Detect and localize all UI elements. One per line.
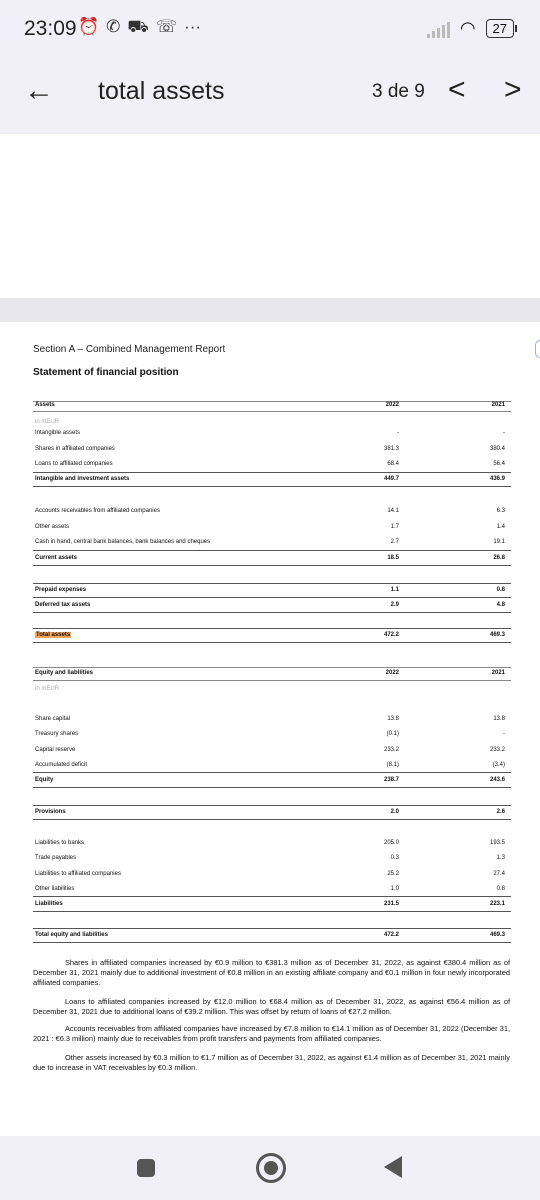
wifi-icon: ◠: [459, 18, 476, 38]
unit-label: in mEUR: [35, 686, 60, 692]
car-icon: ⛟: [127, 17, 149, 36]
more-icon: ···: [184, 17, 202, 36]
section-heading: Section A – Combined Management Report: [33, 344, 226, 355]
missed-call-icon: ☏: [155, 17, 178, 36]
paragraph: Shares in affiliated companies increased by €0.9 million to €381.3 million as of December 31, 2022, as against €380.4 million as of December 31, 2021 mainly due to additional investment of €0.8 million in an existing affiliate company and €0.1 million in four newly incorporated affiliated companies.: [33, 958, 510, 987]
scroll-handle[interactable]: [535, 340, 540, 358]
whatsapp-icon: ✆: [106, 17, 121, 36]
next-match-button[interactable]: >: [504, 73, 522, 106]
statement-title: Statement of financial position: [33, 367, 179, 378]
notification-icons: [78, 17, 201, 39]
recents-button[interactable]: [137, 1159, 155, 1177]
document-page-previous: [0, 134, 540, 298]
system-nav-bar: [0, 1136, 540, 1200]
status-bar: [0, 0, 540, 60]
year-2022: 2022: [385, 402, 399, 408]
unit-label: in mEUR: [35, 419, 60, 425]
app-bar: [0, 60, 540, 134]
status-time: 23:09: [24, 17, 77, 40]
match-counter: 3 de 9: [372, 81, 425, 102]
previous-match-button[interactable]: <: [448, 73, 466, 106]
back-button[interactable]: [384, 1156, 402, 1178]
paragraph: Other assets increased by €0.3 million to €1.7 million as of December 31, 2022, as against €1.4 million as of December 31, 2021 mainly due to increase in VAT receivables by €0.3 million.: [33, 1053, 510, 1072]
search-title: total assets: [98, 77, 225, 105]
paragraph: Accounts receivables from affiliated companies have increased by €7.8 million to €14.1 million as of December 31, 2022 (December 31, 2021 : €6.3 million) mainly due to receivables from profit transfers and payments from affiliated companies.: [33, 1024, 510, 1043]
battery-icon: 27: [486, 19, 514, 38]
search-highlight: Total assets: [36, 632, 71, 638]
year-2021: 2021: [491, 402, 505, 408]
home-button[interactable]: [256, 1153, 286, 1183]
assets-header-label: Assets: [35, 402, 55, 408]
paragraph: Loans to affiliated companies increased by €12.0 million to €68.4 million as of December 31, 2022, as against €56.4 million as of December 31, 2021 due to additional loans of €39.2 million. This was offset by return of loans of €27.2 million.: [33, 997, 510, 1016]
alarm-icon: ⏰: [78, 17, 100, 36]
back-arrow-icon[interactable]: ←: [24, 74, 54, 107]
signal-icon: [427, 20, 450, 38]
